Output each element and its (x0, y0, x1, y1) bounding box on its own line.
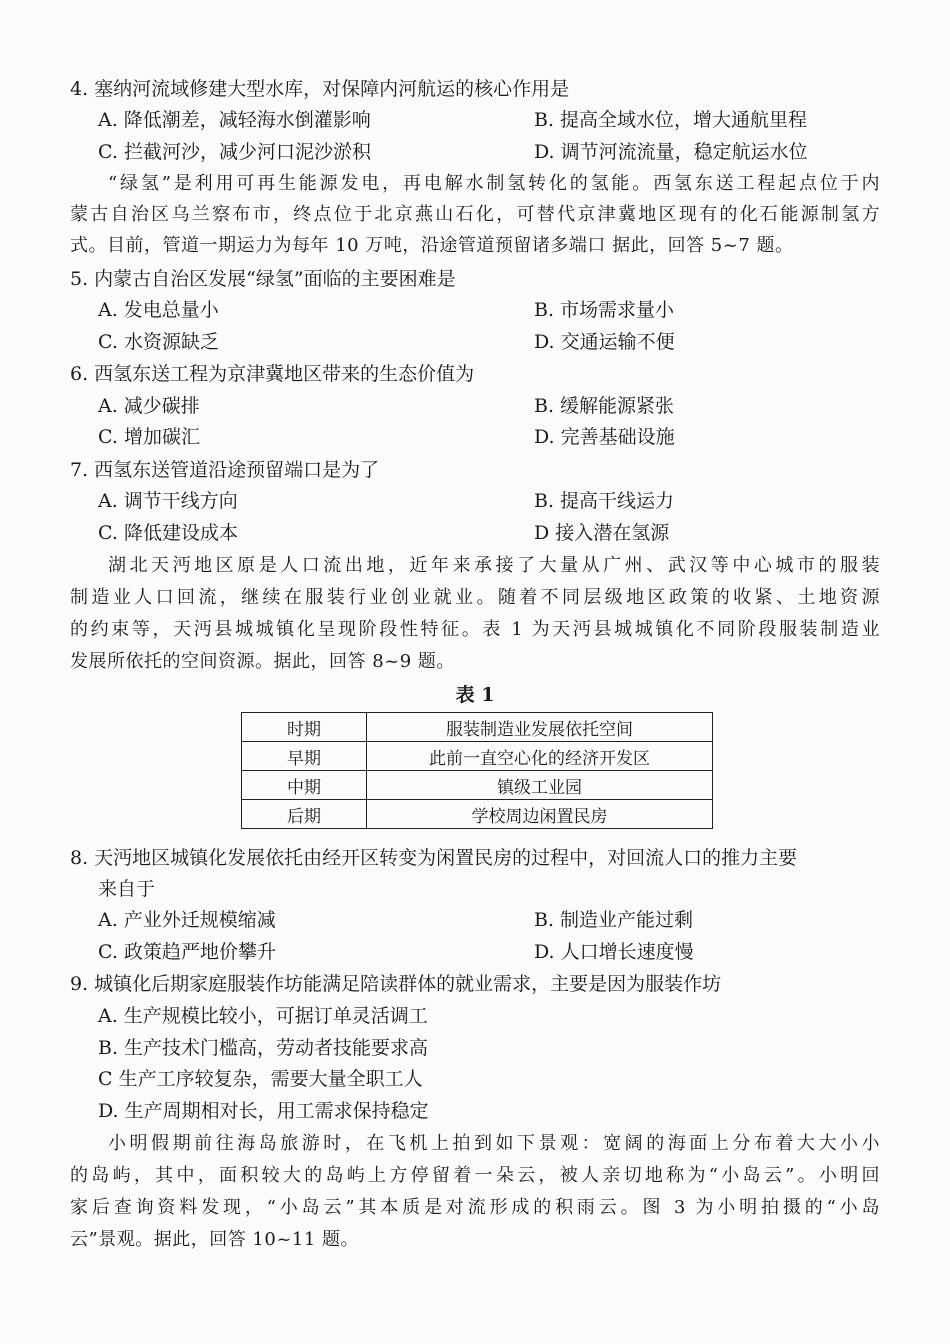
passage2-line: 制造业人口回流，继续在服装行业创业就业。随着不同层级地区政策的收紧、土地资源 (70, 587, 880, 608)
q5-option-d: D. 交通运输不便 (534, 331, 675, 353)
table-row (242, 771, 713, 800)
q9-option-c: C 生产工序较复杂，需要大量全职工人 (98, 1068, 423, 1090)
table-cell: 后期 (242, 800, 367, 829)
table-cell: 早期 (242, 742, 367, 771)
q9-stem: 9. 城镇化后期家庭服装作坊能满足陪读群体的就业需求，主要是因为服装作坊 (70, 973, 722, 995)
passage2-line: 的约束等，天沔县城城镇化呈现阶段性特征。表 1 为天沔县城城镇化不同阶段服装制造业 (70, 619, 880, 640)
table-cell: 学校周边闲置民房 (367, 800, 713, 829)
q8-option-a: A. 产业外迁规模缩减 (98, 909, 276, 931)
q8-stem-continued: 来自于 (98, 878, 156, 900)
q7-option-b: B. 提高干线运力 (534, 490, 675, 512)
q5-stem: 5. 内蒙古自治区发展“绿氢”面临的主要困难是 (70, 268, 456, 290)
q8-option-b: B. 制造业产能过剩 (534, 909, 694, 931)
q6-option-d: D. 完善基础设施 (534, 426, 675, 448)
passage3-line: 云”景观。据此，回答 10~11 题。 (70, 1229, 360, 1250)
passage3-line: 的岛屿，其中，面积较大的岛屿上方停留着一朵云，被人亲切地称为“小岛云”。小明回 (70, 1165, 880, 1186)
table-header-cell: 时期 (242, 713, 367, 742)
passage2-line: 发展所依托的空间资源。据此，回答 8~9 题。 (70, 651, 455, 672)
q7-option-c: C. 降低建设成本 (98, 522, 238, 544)
q6-stem: 6. 西氢东送工程为京津冀地区带来的生态价值为 (70, 363, 475, 385)
q6-option-b: B. 缓解能源紧张 (534, 395, 675, 417)
table-header-row (242, 713, 713, 742)
q4-option-d: D. 调节河流流量，稳定航运水位 (534, 141, 808, 163)
table-header-cell: 服装制造业发展依托空间 (367, 713, 713, 742)
q4-option-c: C. 拦截河沙，减少河口泥沙淤积 (98, 141, 371, 163)
q5-option-b: B. 市场需求量小 (534, 299, 675, 321)
passage1-line: 式。目前，管道一期运力为每年 10 万吨，沿途管道预留诸多端口 据此，回答 5~7 题。 (70, 235, 794, 256)
q7-option-d: D 接入潜在氢源 (534, 522, 670, 544)
q9-option-b: B. 生产技术门槛高，劳动者技能要求高 (98, 1037, 429, 1059)
table-cell: 中期 (242, 771, 367, 800)
q7-stem: 7. 西氢东送管道沿途预留端口是为了 (70, 459, 380, 481)
table-row (242, 800, 713, 829)
table-cell: 此前一直空心化的经济开发区 (367, 742, 713, 771)
q6-option-c: C. 增加碳汇 (98, 426, 200, 448)
q4-stem: 4. 塞纳河流域修建大型水库，对保障内河航运的核心作用是 (70, 78, 570, 100)
q4-option-b: B. 提高全域水位，增大通航里程 (534, 109, 808, 131)
passage3-line: 小明假期前往海岛旅游时，在飞机上拍到如下景观：宽阔的海面上分布着大大小小 (108, 1133, 880, 1154)
q8-option-c: C. 政策趋严地价攀升 (98, 941, 276, 963)
table-row (242, 742, 713, 771)
table-1 (241, 712, 713, 829)
q8-option-d: D. 人口增长速度慢 (534, 941, 694, 963)
q8-stem: 8. 天沔地区城镇化发展依托由经开区转变为闲置民房的过程中，对回流人口的推力主要 (70, 847, 798, 869)
q9-option-d: D. 生产周期相对长，用工需求保持稳定 (98, 1100, 429, 1122)
table-caption: 表 1 (455, 684, 495, 706)
q5-option-a: A. 发电总量小 (98, 299, 219, 321)
table-cell: 镇级工业园 (367, 771, 713, 800)
passage3-line: 家后查询资料发现，“小岛云”其本质是对流形成的积雨云。图 3 为小明拍摄的“小岛 (70, 1197, 880, 1218)
q6-option-a: A. 减少碳排 (98, 395, 200, 417)
q5-option-c: C. 水资源缺乏 (98, 331, 219, 353)
passage2-line: 湖北天沔地区原是人口流出地，近年来承接了大量从广州、武汉等中心城市的服装 (108, 555, 880, 576)
passage1-line: “绿氢”是利用可再生能源发电，再电解水制氢转化的氢能。西氢东送工程起点位于内 (108, 173, 880, 194)
q4-option-a: A. 降低潮差，减轻海水倒灌影响 (98, 109, 371, 131)
q7-option-a: A. 调节干线方向 (98, 490, 238, 512)
q9-option-a: A. 生产规模比较小，可据订单灵活调工 (98, 1005, 428, 1027)
passage1-line: 蒙古自治区乌兰察布市，终点位于北京燕山石化，可替代京津冀地区现有的化石能源制氢方 (70, 204, 880, 225)
